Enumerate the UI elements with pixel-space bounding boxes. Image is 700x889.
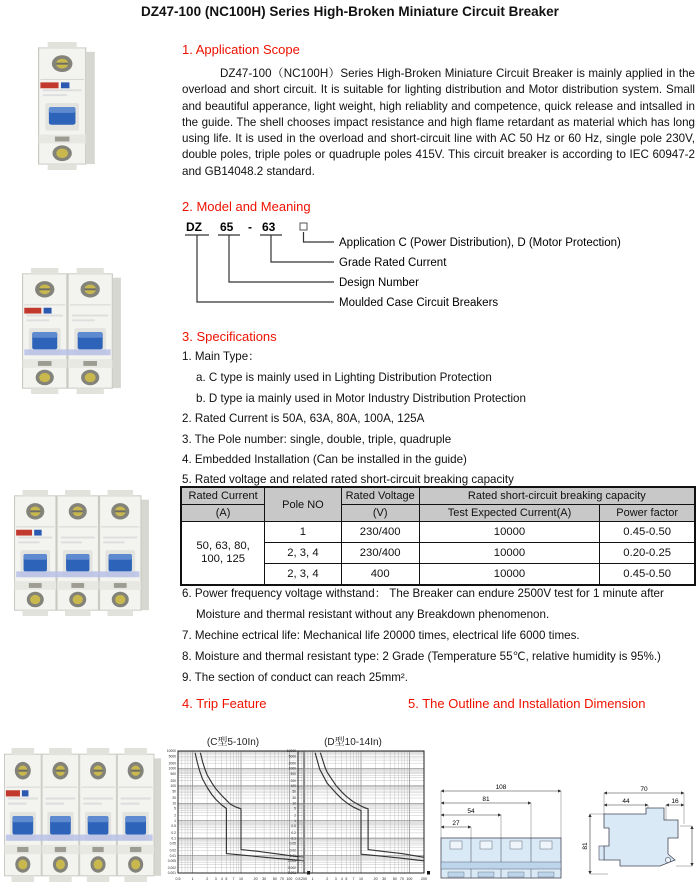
svg-text:30: 30	[262, 877, 267, 881]
svg-text:0.1: 0.1	[291, 836, 296, 841]
breaker-photo-2-pole	[22, 268, 122, 394]
header-test-current: Test Expected Current(A)	[419, 505, 600, 522]
svg-text:100: 100	[290, 784, 296, 789]
header-rated-current: Rated Current	[181, 487, 265, 505]
cell-voltage: 230/400	[341, 543, 419, 564]
svg-text:3: 3	[334, 877, 337, 881]
svg-text:50: 50	[272, 877, 277, 881]
svg-text:0.1: 0.1	[171, 836, 176, 841]
svg-text:0.01: 0.01	[289, 853, 296, 858]
svg-text:0.5: 0.5	[171, 824, 176, 829]
outline-dimension-heading: 5. The Outline and Installation Dimension	[408, 696, 646, 711]
svg-text:0.05: 0.05	[289, 841, 296, 846]
svg-text:1: 1	[191, 877, 194, 881]
svg-text:0.01: 0.01	[169, 853, 176, 858]
trip-curve-chart-d-type	[279, 746, 430, 888]
spec-item-4: 4. Embedded Installation (Can be installed in the guide)	[182, 452, 467, 466]
svg-text:0.5: 0.5	[175, 877, 181, 881]
rated-current-line1: 50, 63, 80,	[196, 540, 250, 552]
dim-81: 81	[482, 796, 490, 803]
model-label-grade-current: Grade Rated Current	[339, 257, 447, 269]
model-code-placeholder-box	[300, 223, 307, 230]
dim-54: 54	[467, 808, 475, 815]
model-code-63: 63	[262, 220, 276, 234]
svg-text:10: 10	[359, 877, 363, 881]
svg-text:50: 50	[172, 789, 176, 794]
trip-feature-heading: 4. Trip Feature	[182, 696, 267, 711]
svg-text:5: 5	[225, 877, 228, 881]
svg-text:0.002: 0.002	[167, 866, 176, 870]
svg-text:3: 3	[214, 877, 217, 881]
trip-chart-title-d: (D型10-14In)	[324, 737, 382, 748]
cell-voltage: 400	[341, 564, 419, 586]
dim-16: 16	[671, 798, 679, 805]
header-power-factor: Power factor	[600, 505, 695, 522]
cell-pole: 1	[265, 522, 341, 543]
trip-chart-title-c: (C型5-10In)	[206, 737, 260, 748]
page-title: DZ47-100 (NC100H) Series High-Broken Miniature Circuit Breaker	[141, 4, 559, 19]
dim-27: 27	[452, 820, 460, 827]
dim-height-81: 81	[582, 842, 589, 850]
svg-text:50: 50	[392, 877, 397, 881]
dim-44: 44	[622, 798, 630, 805]
cell-pole: 2, 3, 4	[265, 543, 341, 564]
specifications-heading: 3. Specifications	[182, 329, 277, 344]
svg-text:1: 1	[174, 818, 176, 823]
svg-text:2: 2	[206, 877, 209, 881]
rated-current-line2: 100, 125	[201, 553, 246, 565]
svg-text:100: 100	[286, 877, 293, 881]
breaker-photo-3-pole	[14, 490, 150, 616]
svg-text:4: 4	[340, 877, 343, 881]
svg-text:30: 30	[382, 877, 387, 881]
svg-text:10000: 10000	[166, 749, 176, 754]
model-code-dash: -	[248, 220, 252, 234]
cell-test-current: 10000	[419, 522, 600, 543]
svg-text:2000: 2000	[288, 761, 296, 766]
cell-voltage: 230/400	[341, 522, 419, 543]
application-scope-heading: 1. Application Scope	[182, 42, 300, 57]
spec-item-2: 2. Rated Current is 50A, 63A, 80A, 100A, 125A	[182, 412, 425, 426]
breaker-photo-1-pole	[38, 42, 96, 170]
cell-test-current: 10000	[419, 543, 600, 564]
svg-text:10: 10	[172, 801, 176, 806]
svg-text:0.005: 0.005	[287, 859, 296, 863]
breaker-photo-4-pole	[4, 748, 162, 882]
specifications-list-after-table	[182, 585, 698, 691]
svg-text:5: 5	[294, 806, 296, 811]
table-row	[181, 522, 695, 543]
model-label-application: Application C (Power Distribution), D (Motor Protection)	[339, 237, 621, 249]
cell-power-factor: 0.45-0.50	[600, 564, 695, 586]
dim-108: 108	[495, 784, 507, 791]
svg-text:1000: 1000	[288, 766, 296, 771]
svg-text:20: 20	[292, 796, 296, 801]
spec-item-6-cont: Moisture and thermal resistant without any Breakdown phenomenon.	[196, 608, 550, 622]
table-header-row-1	[181, 487, 695, 505]
spec-item-1a: a. C type is mainly used in Lighting Distribution Protection	[196, 371, 492, 385]
svg-text:2: 2	[294, 813, 296, 818]
svg-text:0.5: 0.5	[291, 824, 296, 829]
header-breaking-capacity: Rated short-circuit breaking capacity	[419, 487, 695, 505]
svg-text:7: 7	[232, 877, 235, 881]
cell-rated-current	[181, 522, 265, 586]
spec-item-5: 5. Rated voltage and related rated short-circuit breaking capacity	[182, 473, 514, 487]
header-rated-voltage-unit: (V)	[341, 505, 419, 522]
svg-text:0.001: 0.001	[287, 871, 296, 876]
front-view-body	[441, 838, 561, 878]
model-code-65: 65	[220, 220, 234, 234]
model-code-dz: DZ	[186, 220, 202, 234]
svg-text:20: 20	[373, 877, 378, 881]
svg-text:200: 200	[421, 877, 427, 881]
svg-text:0.2: 0.2	[171, 831, 176, 836]
svg-text:1: 1	[311, 877, 314, 881]
spec-item-8: 8. Moisture and thermal resistant type: 2 Grade (Temperature 55℃, relative humidity is 95%.)	[182, 650, 661, 664]
svg-text:0.005: 0.005	[167, 859, 176, 863]
model-meaning-diagram	[184, 218, 696, 314]
model-meaning-heading: 2. Model and Meaning	[182, 199, 311, 214]
svg-text:20: 20	[172, 796, 176, 801]
svg-text:0.001: 0.001	[167, 871, 176, 876]
dim-70: 70	[640, 786, 648, 793]
svg-text:70: 70	[279, 877, 284, 881]
model-label-design-number: Design Number	[339, 277, 419, 289]
svg-text:70: 70	[399, 877, 404, 881]
svg-text:7: 7	[352, 877, 355, 881]
front-extension-lines	[441, 791, 561, 838]
svg-text:5000: 5000	[168, 754, 176, 759]
breaking-capacity-table	[180, 486, 696, 586]
spec-item-3: 3. The Pole number: single, double, triple, quadruple	[182, 432, 452, 446]
svg-text:20: 20	[253, 877, 258, 881]
svg-text:1: 1	[294, 818, 296, 823]
cell-test-current: 10000	[419, 564, 600, 586]
svg-text:500: 500	[290, 771, 296, 776]
header-rated-current-unit: (A)	[181, 505, 265, 522]
svg-text:1000: 1000	[168, 766, 176, 771]
spec-item-9: 9. The section of conduct can reach 25mm².	[182, 670, 408, 684]
application-scope-text: DZ47-100（NC100H）Series High-Broken Miniature Circuit Breaker is mainly applied in the overload and short circuit. It is suitable for lighting distribution and Motor distribution system. Small and beautiful apperance, light weight, high reliablity and competence, quick release and intsalled in the guide. The shell chooses impact resistance and high flame retardant as material which has long using life. It is used in the overload and short-circuit line with AC 50 Hz or 60 Hz, single pole 230V, double poles, triple poles or quadruple poles 415V. This circuit breaker is according to IEC 60947-2 and GB14048.2 standard.	[182, 67, 695, 178]
svg-text:0.05: 0.05	[169, 841, 176, 846]
svg-text:100: 100	[170, 784, 176, 789]
spec-item-7: 7. Mechine ectrical life: Mechanical life 20000 times, electrical life 6000 times.	[182, 628, 580, 642]
svg-text:0.02: 0.02	[289, 848, 296, 853]
svg-text:0.002: 0.002	[287, 866, 296, 870]
svg-text:0.02: 0.02	[169, 848, 176, 853]
svg-text:0.2: 0.2	[291, 831, 296, 836]
svg-text:5: 5	[345, 877, 348, 881]
svg-text:100: 100	[406, 877, 413, 881]
cell-power-factor: 0.45-0.50	[600, 522, 695, 543]
model-label-moulded-case: Moulded Case Circuit Breakers	[339, 297, 499, 309]
svg-text:5000: 5000	[288, 754, 296, 759]
svg-text:200: 200	[290, 778, 296, 783]
svg-text:10: 10	[292, 801, 296, 806]
svg-text:2000: 2000	[168, 761, 176, 766]
cell-power-factor: 0.20-0.25	[600, 543, 695, 564]
header-pole-no: Pole NO	[265, 487, 341, 522]
spec-item-6: 6. Power frequency voltage withstand： The Breaker can endure 2500V test for 1 minute after	[182, 587, 664, 600]
svg-text:200: 200	[170, 778, 176, 783]
spec-item-1b: b. D type ia mainly used in Motor Industry Distribution Protection	[196, 391, 526, 405]
svg-text:4: 4	[220, 877, 223, 881]
svg-text:500: 500	[170, 771, 176, 776]
header-rated-voltage: Rated Voltage	[341, 487, 419, 505]
side-view-dimension-drawing	[578, 782, 698, 884]
svg-text:200: 200	[301, 877, 307, 881]
svg-text:2: 2	[174, 813, 176, 818]
svg-text:2: 2	[326, 877, 329, 881]
table-header-row-2	[181, 505, 695, 522]
spec-item-1: 1. Main Type：	[182, 350, 260, 363]
specifications-list	[182, 348, 698, 494]
svg-text:10: 10	[239, 877, 243, 881]
svg-text:10000: 10000	[286, 749, 296, 754]
svg-text:50: 50	[292, 789, 296, 794]
cell-pole: 2, 3, 4	[265, 564, 341, 586]
svg-text:0.5: 0.5	[295, 877, 301, 881]
model-diagram-lines	[185, 232, 334, 302]
svg-text:5: 5	[174, 806, 176, 811]
front-view-dimension-drawing	[438, 782, 564, 884]
